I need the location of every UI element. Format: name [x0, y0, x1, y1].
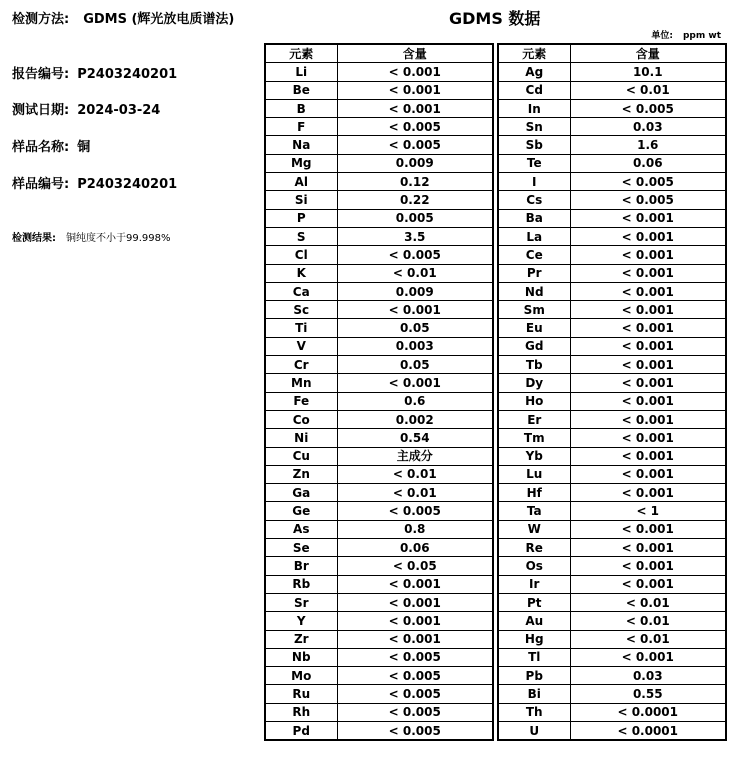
element-cell: Pb: [498, 667, 570, 685]
element-cell: V: [265, 337, 337, 355]
element-cell: Lu: [498, 465, 570, 483]
content-cell: < 0.01: [337, 484, 493, 502]
table-row: [498, 502, 726, 520]
sample-name-label: 样品名称:: [12, 140, 70, 155]
table-header-row: [498, 44, 726, 63]
table-row: [498, 667, 726, 685]
element-cell: Te: [498, 154, 570, 172]
content-cell: 主成分: [337, 447, 493, 465]
element-cell: Ge: [265, 502, 337, 520]
element-cell: P: [265, 209, 337, 227]
content-cell: < 0.005: [337, 703, 493, 721]
content-cell: < 0.001: [337, 374, 493, 392]
table-row: [498, 392, 726, 410]
element-cell: Ca: [265, 282, 337, 300]
result-label: 检测结果:: [12, 233, 56, 244]
content-cell: < 0.001: [570, 264, 726, 282]
element-cell: Sn: [498, 118, 570, 136]
element-cell: B: [265, 99, 337, 117]
table-row: [498, 484, 726, 502]
table-row: [265, 520, 493, 538]
element-cell: Mn: [265, 374, 337, 392]
table-row: [498, 539, 726, 557]
gdms-table-right: [497, 43, 727, 741]
content-cell: < 0.005: [337, 118, 493, 136]
element-cell: Br: [265, 557, 337, 575]
content-cell: < 1: [570, 502, 726, 520]
table-row: [498, 154, 726, 172]
element-cell: Bi: [498, 685, 570, 703]
document-title: GDMS 数据: [449, 9, 541, 28]
result-line: [12, 229, 171, 244]
element-cell: Tl: [498, 648, 570, 666]
element-cell: Gd: [498, 337, 570, 355]
element-cell: Nd: [498, 282, 570, 300]
element-cell: Yb: [498, 447, 570, 465]
table-row: [265, 484, 493, 502]
result-value: 铜纯度不小于99.998%: [66, 233, 171, 244]
content-cell: 1.6: [570, 136, 726, 154]
content-cell: < 0.001: [337, 81, 493, 99]
table-row: [498, 703, 726, 721]
content-cell: < 0.01: [337, 264, 493, 282]
element-cell: Ho: [498, 392, 570, 410]
content-cell: < 0.001: [570, 337, 726, 355]
content-cell: < 0.001: [570, 484, 726, 502]
content-cell: 0.55: [570, 685, 726, 703]
table-row: [265, 374, 493, 392]
table-row: [265, 356, 493, 374]
content-cell: 0.12: [337, 173, 493, 191]
content-cell: < 0.0001: [570, 703, 726, 721]
table-row: [265, 81, 493, 99]
table-row: [265, 246, 493, 264]
sample-name-value: 铜: [77, 140, 91, 155]
element-cell: Ga: [265, 484, 337, 502]
table-row: [265, 502, 493, 520]
test-date-value: 2024-03-24: [77, 103, 161, 118]
table-row: [265, 136, 493, 154]
table-row: [265, 227, 493, 245]
content-cell: < 0.01: [570, 612, 726, 630]
table-row: [265, 319, 493, 337]
table-row: [498, 173, 726, 191]
element-cell: Ta: [498, 502, 570, 520]
content-cell: 0.8: [337, 520, 493, 538]
table-row: [265, 630, 493, 648]
table-row: [265, 282, 493, 300]
table-row: [498, 282, 726, 300]
element-column-header: 元素: [498, 44, 570, 63]
content-cell: 0.06: [337, 539, 493, 557]
content-cell: < 0.001: [570, 557, 726, 575]
content-cell: < 0.001: [570, 429, 726, 447]
table-row: [265, 154, 493, 172]
content-cell: < 0.001: [570, 227, 726, 245]
element-cell: Se: [265, 539, 337, 557]
element-cell: Co: [265, 410, 337, 428]
table-header-row: [265, 44, 493, 63]
element-cell: Er: [498, 410, 570, 428]
table-row: [498, 374, 726, 392]
table-row: [498, 520, 726, 538]
method-value: GDMS (辉光放电质谱法): [83, 12, 235, 27]
report-number-value: P2403240201: [77, 67, 178, 82]
element-cell: K: [265, 264, 337, 282]
content-cell: 0.6: [337, 392, 493, 410]
content-cell: 0.05: [337, 356, 493, 374]
table-row: [265, 173, 493, 191]
element-cell: Zr: [265, 630, 337, 648]
table-row: [498, 319, 726, 337]
element-cell: Ru: [265, 685, 337, 703]
table-row: [498, 612, 726, 630]
sample-number-line: [12, 173, 177, 192]
table-row: [498, 410, 726, 428]
table-row: [265, 575, 493, 593]
table-row: [498, 81, 726, 99]
content-cell: 0.06: [570, 154, 726, 172]
table-row: [498, 118, 726, 136]
element-cell: Na: [265, 136, 337, 154]
sample-number-label: 样品编号:: [12, 177, 70, 192]
table-row: [498, 246, 726, 264]
table-row: [498, 136, 726, 154]
table-body-left: [265, 63, 493, 740]
element-cell: Hg: [498, 630, 570, 648]
content-cell: < 0.005: [337, 502, 493, 520]
table-row: [498, 264, 726, 282]
element-cell: Al: [265, 173, 337, 191]
table-row: [265, 118, 493, 136]
element-cell: Li: [265, 63, 337, 81]
element-cell: Hf: [498, 484, 570, 502]
table-row: [265, 648, 493, 666]
table-row: [265, 392, 493, 410]
element-cell: Pd: [265, 721, 337, 740]
content-cell: 10.1: [570, 63, 726, 81]
table-row: [265, 685, 493, 703]
content-cell: < 0.001: [570, 539, 726, 557]
content-cell: < 0.001: [337, 630, 493, 648]
report-number-line: [12, 63, 177, 82]
table-row: [498, 63, 726, 81]
element-cell: Sm: [498, 301, 570, 319]
element-cell: Ir: [498, 575, 570, 593]
table-row: [498, 209, 726, 227]
table-row: [498, 447, 726, 465]
content-cell: < 0.005: [337, 136, 493, 154]
content-cell: 0.54: [337, 429, 493, 447]
element-cell: Rh: [265, 703, 337, 721]
element-cell: As: [265, 520, 337, 538]
content-cell: < 0.001: [570, 246, 726, 264]
table-row: [498, 356, 726, 374]
content-cell: 0.002: [337, 410, 493, 428]
unit-label: 单位:: [651, 31, 673, 41]
element-cell: Tm: [498, 429, 570, 447]
content-cell: 0.03: [570, 667, 726, 685]
content-cell: < 0.01: [570, 81, 726, 99]
table-row: [265, 465, 493, 483]
table-row: [498, 648, 726, 666]
element-cell: Rb: [265, 575, 337, 593]
element-cell: Sc: [265, 301, 337, 319]
content-cell: 0.009: [337, 154, 493, 172]
element-cell: Si: [265, 191, 337, 209]
content-cell: < 0.005: [570, 173, 726, 191]
table-row: [498, 337, 726, 355]
content-cell: < 0.01: [337, 465, 493, 483]
report-number-label: 报告编号:: [12, 67, 70, 82]
table-row: [265, 301, 493, 319]
table-body-right: [498, 63, 726, 740]
content-cell: < 0.005: [337, 246, 493, 264]
table-row: [498, 557, 726, 575]
element-cell: Mo: [265, 667, 337, 685]
content-cell: 0.22: [337, 191, 493, 209]
content-cell: < 0.001: [570, 648, 726, 666]
content-cell: < 0.001: [337, 99, 493, 117]
table-row: [265, 429, 493, 447]
method-label: 检测方法:: [12, 12, 70, 27]
element-cell: Sr: [265, 593, 337, 611]
element-cell: I: [498, 173, 570, 191]
table-row: [498, 191, 726, 209]
element-column-header: 元素: [265, 44, 337, 63]
content-cell: < 0.005: [337, 667, 493, 685]
table-row: [498, 721, 726, 740]
table-row: [498, 227, 726, 245]
content-cell: < 0.001: [570, 447, 726, 465]
table-row: [265, 539, 493, 557]
content-cell: < 0.0001: [570, 721, 726, 740]
table-row: [265, 612, 493, 630]
table-row: [498, 685, 726, 703]
content-cell: < 0.001: [570, 319, 726, 337]
content-cell: < 0.001: [570, 301, 726, 319]
element-cell: Eu: [498, 319, 570, 337]
element-cell: Re: [498, 539, 570, 557]
table-row: [498, 301, 726, 319]
element-cell: Au: [498, 612, 570, 630]
content-cell: < 0.05: [337, 557, 493, 575]
unit-value: ppm wt: [682, 31, 721, 41]
element-cell: Cu: [265, 447, 337, 465]
content-cell: 0.005: [337, 209, 493, 227]
unit-line: [651, 28, 721, 41]
element-cell: Pr: [498, 264, 570, 282]
element-cell: F: [265, 118, 337, 136]
content-cell: < 0.01: [570, 593, 726, 611]
content-cell: < 0.001: [337, 575, 493, 593]
content-cell: < 0.001: [570, 209, 726, 227]
content-column-header: 含量: [570, 44, 726, 63]
table-row: [498, 630, 726, 648]
content-cell: < 0.001: [337, 593, 493, 611]
test-date-label: 测试日期:: [12, 103, 70, 118]
content-cell: 0.03: [570, 118, 726, 136]
content-cell: 0.009: [337, 282, 493, 300]
content-cell: < 0.005: [570, 99, 726, 117]
table-row: [265, 447, 493, 465]
table-row: [265, 667, 493, 685]
element-cell: Ti: [265, 319, 337, 337]
table-row: [265, 209, 493, 227]
element-cell: Y: [265, 612, 337, 630]
element-cell: Os: [498, 557, 570, 575]
table-row: [498, 429, 726, 447]
content-cell: < 0.001: [570, 410, 726, 428]
content-cell: 3.5: [337, 227, 493, 245]
element-cell: Pt: [498, 593, 570, 611]
content-cell: < 0.001: [337, 301, 493, 319]
gdms-table-left: [264, 43, 494, 741]
content-cell: < 0.005: [337, 685, 493, 703]
table-row: [498, 593, 726, 611]
content-cell: < 0.001: [570, 356, 726, 374]
content-cell: < 0.001: [570, 282, 726, 300]
table-row: [265, 264, 493, 282]
sample-number-value: P2403240201: [77, 177, 178, 192]
element-cell: S: [265, 227, 337, 245]
element-cell: Tb: [498, 356, 570, 374]
content-cell: < 0.001: [337, 63, 493, 81]
content-cell: 0.05: [337, 319, 493, 337]
element-cell: Ce: [498, 246, 570, 264]
content-cell: < 0.001: [570, 575, 726, 593]
element-cell: Zn: [265, 465, 337, 483]
element-cell: U: [498, 721, 570, 740]
table-row: [265, 191, 493, 209]
table-row: [265, 410, 493, 428]
element-cell: Sb: [498, 136, 570, 154]
element-cell: Cr: [265, 356, 337, 374]
content-cell: < 0.005: [337, 721, 493, 740]
element-cell: Ba: [498, 209, 570, 227]
table-row: [498, 465, 726, 483]
element-cell: La: [498, 227, 570, 245]
element-cell: Dy: [498, 374, 570, 392]
content-cell: < 0.001: [570, 392, 726, 410]
element-cell: Fe: [265, 392, 337, 410]
element-cell: Ag: [498, 63, 570, 81]
content-cell: < 0.005: [570, 191, 726, 209]
content-column-header: 含量: [337, 44, 493, 63]
element-cell: Cl: [265, 246, 337, 264]
content-cell: < 0.01: [570, 630, 726, 648]
element-cell: Cs: [498, 191, 570, 209]
content-cell: 0.003: [337, 337, 493, 355]
element-cell: Be: [265, 81, 337, 99]
table-row: [265, 721, 493, 740]
content-cell: < 0.001: [570, 520, 726, 538]
element-cell: Th: [498, 703, 570, 721]
table-row: [265, 703, 493, 721]
element-cell: Ni: [265, 429, 337, 447]
element-cell: In: [498, 99, 570, 117]
content-cell: < 0.001: [570, 465, 726, 483]
content-cell: < 0.005: [337, 648, 493, 666]
sample-name-line: [12, 136, 90, 155]
content-cell: < 0.001: [570, 374, 726, 392]
table-row: [498, 575, 726, 593]
method-line: [12, 8, 234, 27]
table-row: [265, 99, 493, 117]
content-cell: < 0.001: [337, 612, 493, 630]
table-row: [265, 337, 493, 355]
element-cell: Nb: [265, 648, 337, 666]
table-row: [265, 557, 493, 575]
test-date-line: [12, 99, 160, 118]
element-cell: Cd: [498, 81, 570, 99]
table-row: [265, 63, 493, 81]
table-row: [265, 593, 493, 611]
element-cell: W: [498, 520, 570, 538]
element-cell: Mg: [265, 154, 337, 172]
table-row: [498, 99, 726, 117]
